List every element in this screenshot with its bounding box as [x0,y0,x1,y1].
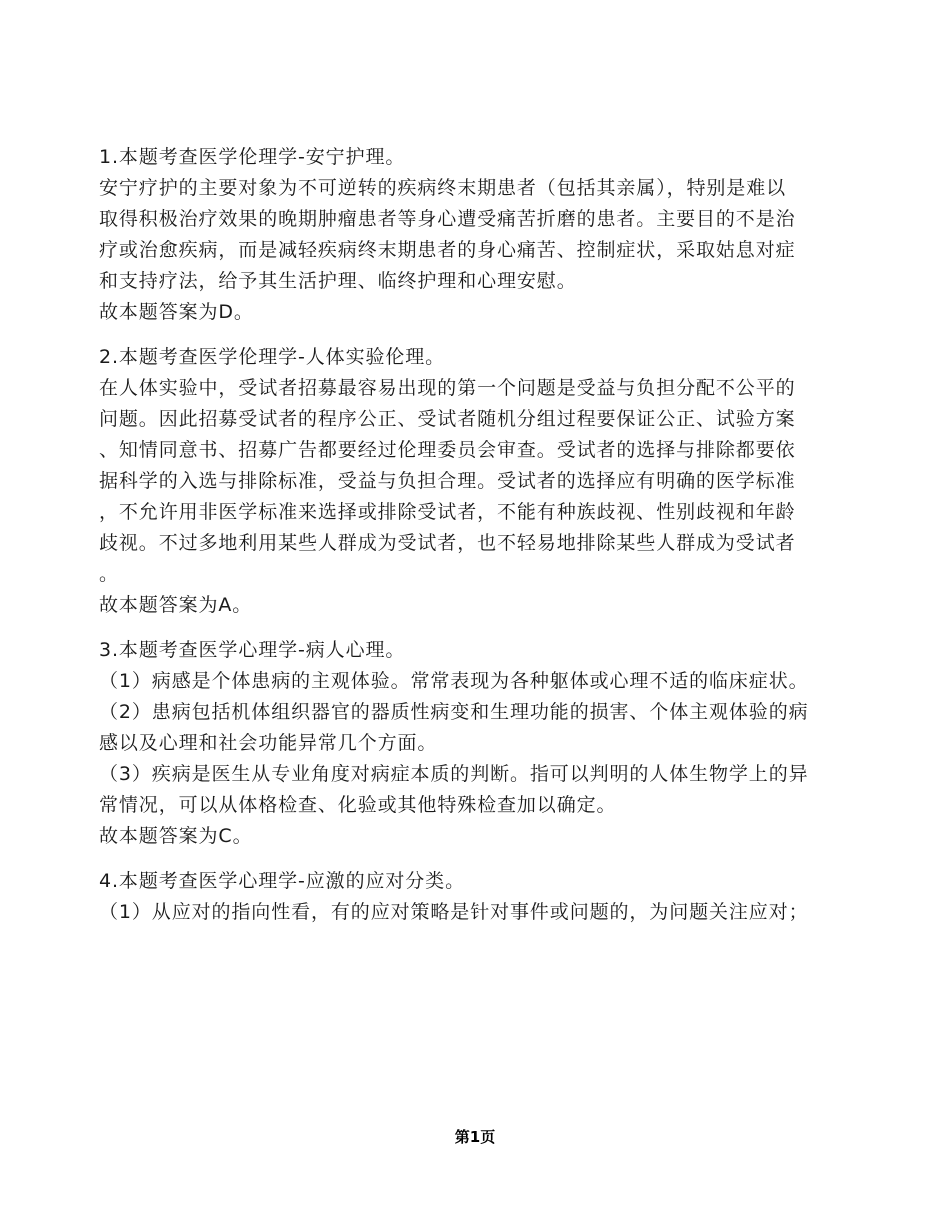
answer-line: 故本题答案为D。 [99,301,254,323]
paragraph-line: （1）从应对的指向性看，有的应对策略是针对事件或问题的，为问题关注应对； [99,901,809,923]
answer-line: 故本题答案为C。 [99,825,253,847]
paragraph-line: 取得积极治疗效果的晚期肿瘤患者等身心遭受痛苦折磨的患者。主要目的不是治 [99,208,796,230]
paragraph-line: 安宁疗护的主要对象为不可逆转的疾病终末期患者（包括其亲属），特别是难以 [99,177,787,199]
document-body [99,142,879,928]
paragraph-line: 常情况，可以从体格检查、化验或其他特殊检查加以确定。 [99,794,617,816]
paragraph-line: 在人体实验中，受试者招募最容易出现的第一个问题是受益与负担分配不公平的 [99,377,796,399]
paragraph-line: （1）病感是个体患病的主观体验。常常表现为各种躯体或心理不适的临床症状。 [99,670,809,692]
section-1 [99,142,879,328]
answer-line: 故本题答案为A。 [99,594,253,616]
section-4 [99,866,879,928]
page-number: 第1页 [454,1128,496,1146]
paragraph-line: （2）患病包括机体组织器官的器质性病变和生理功能的损害、个体主观体验的病 [99,701,809,723]
section-heading: 3.本题考查医学心理学-病人心理。 [99,639,406,661]
section-3 [99,635,879,852]
paragraph-line: 、知情同意书、招募广告都要经过伦理委员会审查。受试者的选择与排除都要依 [99,439,796,461]
paragraph-line: 据科学的入选与排除标准，受益与负担合理。受试者的选择应有明确的医学标准 [99,470,796,492]
section-2 [99,342,879,621]
section-heading: 2.本题考查医学伦理学-人体实验伦理。 [99,346,446,368]
section-heading: 4.本题考查医学心理学-应激的应对分类。 [99,870,465,892]
paragraph-line: 疗或治愈疾病，而是减轻疾病终末期患者的身心痛苦、控制症状，采取姑息对症 [99,239,796,261]
paragraph-line: 。 [99,563,119,585]
section-heading: 1.本题考查医学伦理学-安宁护理。 [99,146,406,168]
paragraph-line: 歧视。不过多地利用某些人群成为受试者，也不轻易地排除某些人群成为受试者 [99,532,796,554]
paragraph-line: ，不允许用非医学标准来选择或排除受试者，不能有种族歧视、性别歧视和年龄 [99,501,796,523]
paragraph-line: 感以及心理和社会功能异常几个方面。 [99,732,438,754]
paragraph-line: （3）疾病是医生从专业角度对病症本质的判断。指可以判明的人体生物学上的异 [99,763,809,785]
paragraph-line: 问题。因此招募受试者的程序公正、受试者随机分组过程要保证公正、试验方案 [99,408,796,430]
paragraph-line: 和支持疗法，给予其生活护理、临终护理和心理安慰。 [99,270,577,292]
